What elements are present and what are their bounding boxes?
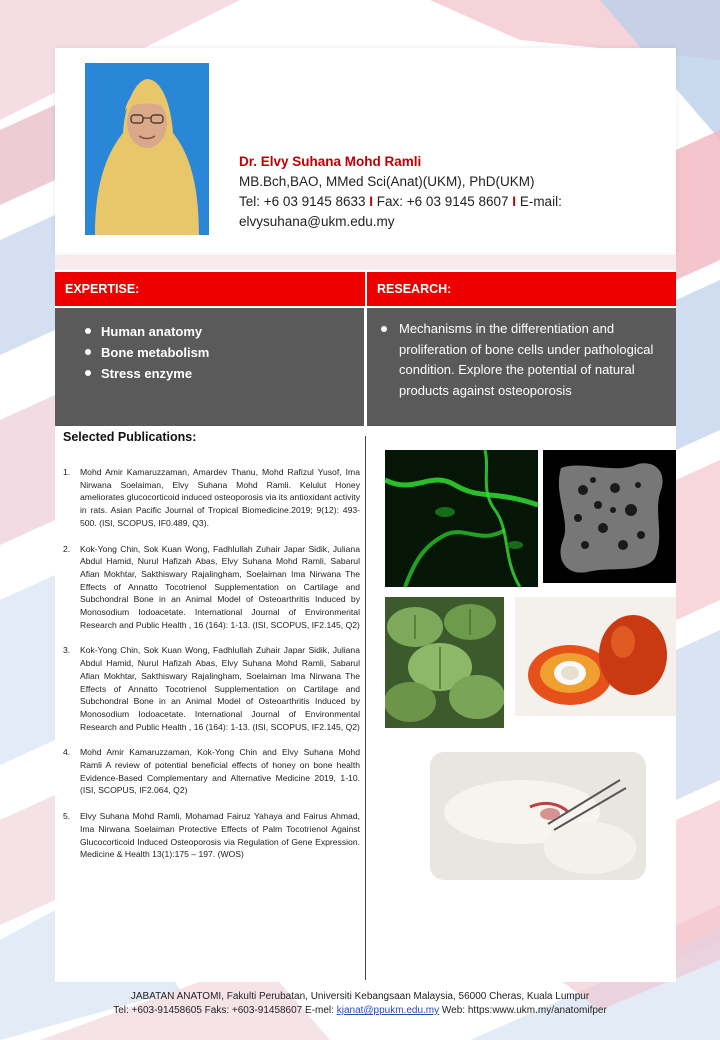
profile-name: Dr. Elvy Suhana Mohd Ramli: [239, 154, 422, 169]
publication-text: Elvy Suhana Mohd Ramli, Mohamad Fairuz Yahaya and Fairus Ahmad, Ima Nirwana Soelaiman Protective Effects of Palm Tocotrienol Against Glucocorticoid Induced Osteoporosis via Regulation of Gene Expression. Medicine & Health 13(1):175 – 197. (WOS): [80, 811, 360, 860]
section-header-bar: [55, 272, 676, 306]
bone-microct-image: [543, 450, 676, 583]
email-label: E-mail:: [519, 194, 562, 209]
phone-number: Tel: +6 03 9145 8633: [239, 194, 366, 209]
research-box: [367, 308, 676, 426]
publications-section: [55, 430, 365, 982]
list-item: Bone metabolism: [81, 342, 209, 363]
expertise-box: [55, 308, 364, 426]
list-item: Human anatomy: [81, 321, 209, 342]
profile-header: [55, 48, 676, 253]
publication-text: Kok-Yong Chin, Sok Kuan Wong, Fadhlullah Zuhair Japar Sidik, Juliana Abdul Hamid, Nurul Hafizah Abas, Elvy Suhana Mohd Ramli, Sabarul Afian Mokhtar, Sakthiswary Rajalingham, Soelaiman Ima Nirwana The Effects of Annatto Tocotrienol Supplementation on Cartilage and Subchondral Bone in an Animal Model of Osteoarthritis Induced by Monosodium Iodoacetate. International Journal of Environmental Research and Public Health , 16 (164): 1-13. (ISI, SCOPUS, IF2.145, Q2): [80, 645, 360, 732]
item-number: 2.: [63, 543, 71, 554]
item-number: 1.: [63, 467, 71, 477]
palm-fruit-image: [515, 597, 676, 716]
publication-text: Mohd Amir Kamaruzzaman, Amardev Thanu, Mohd Rafizul Yusof, Ima Nirwana Soelaiman, Elvy Suhana Mohd Ramli. Kelulut Honey ameliorates glucocorticoid induced osteoporosis via its antioxidant activity in rats. Asian Pacific Journal of Tropical Biomedicine.2019; 9(12): 493-500. (ISI, SCOPUS, IF0.489, Q3).: [80, 467, 360, 528]
research-images: [368, 430, 676, 982]
publication-text: Kok-Yong Chin, Sok Kuan Wong, Fadhlullah Zuhair Japar Sidik, Juliana Abdul Hamid, Nurul Hafizah Abas, Elvy Suhana Mohd Ramli, Sabarul Afian Mokhtar, Sakthiswary Rajalingham, Soelaiman Ima Nirwana The Effects of Annatto Tocotrienol Supplementation on Cartilage and Subchondral Bone in an Animal Model of Osteoarthritis Induced by Monosodium Iodoacetate. International Journal of Environmental Research and Public Health , 16 (164): 1-13. (ISI, SCOPUS, IF2.145, Q2): [80, 543, 360, 630]
footer-address: JABATAN ANATOMI, Fakulti Perubatan, Universiti Kebangsaan Malaysia, 56000 Cheras, Kuala Lumpur: [130, 991, 590, 1002]
fax-number: Fax: +6 03 9145 8607: [376, 194, 509, 209]
publications-list: [55, 466, 360, 874]
list-item: [55, 466, 360, 530]
publication-text: Mohd Amir Kamaruzzaman, Kok-Yong Chin and Elvy Suhana Mohd Ramli A review of potential beneficial effects of honey on bone health Evidence-Based Complementary and Alternative Medicine 2019, 1-10. (ISI, SCOPUS, IF2.064, Q2): [80, 747, 360, 796]
expertise-research-boxes: [55, 308, 676, 426]
footer: [0, 990, 720, 1018]
footer-email-link[interactable]: kjanat@ppukm.edu.my: [336, 1005, 440, 1016]
publications-heading: Selected Publications:: [63, 430, 197, 444]
item-number: 4.: [63, 747, 71, 758]
research-heading: RESEARCH:: [377, 282, 452, 296]
footer-web: Web: https:www.ukm.my/anatomifper: [441, 1005, 607, 1016]
footer-tel: Tel: +603-91458605: [113, 1005, 202, 1016]
separator: I: [512, 194, 517, 209]
footer-contact: [0, 1004, 720, 1018]
list-item: [55, 746, 360, 797]
separator: I: [369, 194, 374, 209]
lab-procedure-image: [430, 752, 646, 880]
plant-leaves-image: [385, 597, 504, 728]
list-item: [55, 543, 360, 632]
footer-email-label: E-mel:: [305, 1005, 334, 1016]
expertise-list: [81, 321, 209, 384]
list-item: [55, 810, 360, 861]
footer-faks: Faks: +603-91458607: [204, 1005, 303, 1016]
contact-block: [239, 152, 659, 232]
fluorescence-image: [385, 450, 538, 587]
research-list: [377, 319, 667, 401]
profile-phone-line: [239, 192, 659, 212]
column-divider: [365, 436, 366, 980]
item-number: 3.: [63, 645, 71, 656]
profile-photo: [85, 63, 209, 235]
list-item: [55, 644, 360, 733]
email-address[interactable]: elvysuhana@ukm.edu.my: [239, 214, 395, 229]
item-number: 5.: [63, 811, 71, 822]
list-item: Mechanisms in the differentiation and proliferation of bone cells under pathological condition. Explore the potential of natural products against osteoporosis: [377, 319, 667, 401]
expertise-heading: EXPERTISE:: [65, 282, 140, 296]
list-item: Stress enzyme: [81, 363, 209, 384]
profile-degrees: MB.Bch,BAO, MMed Sci(Anat)(UKM), PhD(UKM): [239, 174, 535, 189]
